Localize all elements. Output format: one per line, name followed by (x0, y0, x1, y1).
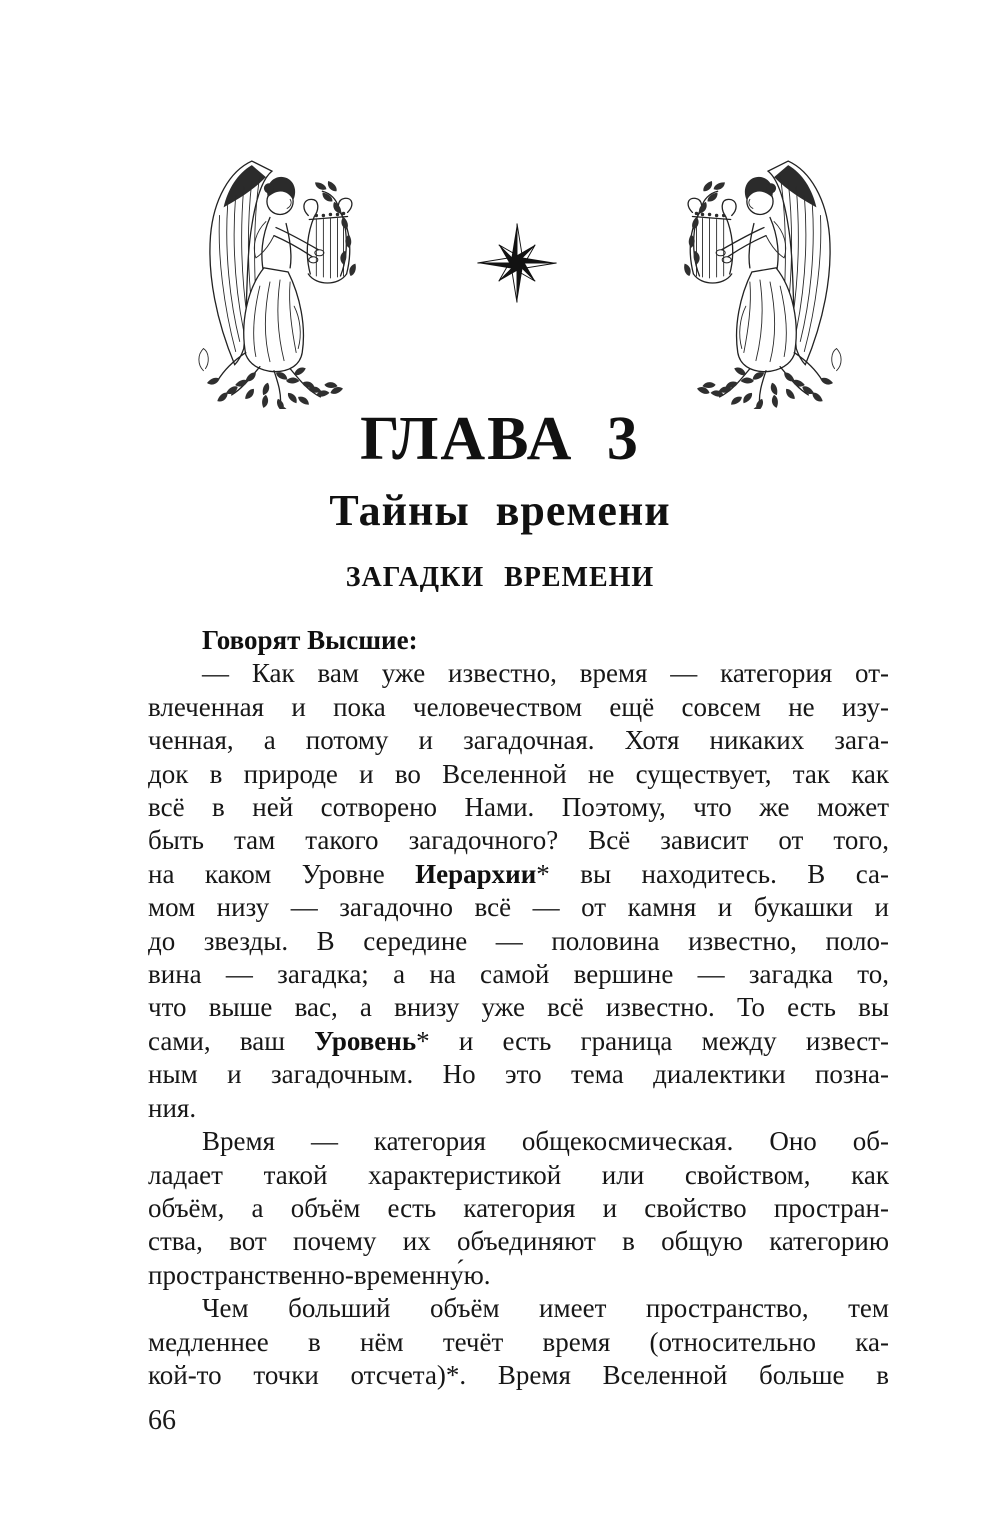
paragraph (148, 1125, 889, 1292)
text-line: — Как вам уже известно, время — категория от- (202, 658, 889, 689)
text-line: пространственно-временну́ю. (148, 1259, 491, 1290)
angel-lyre-engraving-left-icon (189, 155, 361, 409)
chapter-subtitle: Тайны времени (329, 486, 671, 535)
chapter-title: ГЛАВА 3 (360, 405, 640, 473)
text-line: ным и загадочным. Но это тема диалектики позна- (148, 1059, 889, 1090)
angel-lyre-engraving-right-icon (679, 155, 851, 409)
text-line: Говорят Высшие: (202, 625, 418, 655)
text-line: док в природе и во Вселенной не существует, так как (148, 758, 889, 789)
text-line: на каком Уровне Иерархии* вы находитесь. В са- (148, 858, 889, 889)
paragraph (148, 657, 889, 1125)
text-line: до звезды. В середине — половина известно, поло- (148, 925, 889, 956)
text-line: влеченная и пока человечеством ещё совсем не изу- (148, 691, 889, 722)
text-line: объём, а объём есть категория и свойство простран- (148, 1192, 889, 1223)
paragraph (148, 1292, 889, 1392)
text-line: ченная, а потому и загадочная. Хотя никаких зага- (148, 725, 889, 756)
text-line: сами, ваш Уровень* и есть граница между извест- (148, 1025, 889, 1056)
bold-term: Иерархии (415, 858, 537, 889)
text-line: медленнее в нём течёт время (относительно ка- (148, 1326, 889, 1357)
text-line: ладает такой характеристикой или свойством, как (148, 1159, 889, 1190)
text-line: вина — загадка; а на самой вершине — загадка то, (148, 959, 889, 990)
body-text (148, 624, 889, 1392)
text-line: ния. (148, 1092, 197, 1123)
text-line: кой-то точки отсчета)*. Время Вселенной больше в (148, 1359, 889, 1390)
text-line: быть там такого загадочного? Всё зависит от того, (148, 825, 889, 856)
text-line: ства, вот почему их объединяют в общую категорию (148, 1226, 889, 1257)
text-line: всё в ней сотворено Нами. Поэтому, что же может (148, 792, 889, 823)
paragraph (148, 624, 889, 657)
text-line: что выше вас, а внизу уже всё известно. То есть вы (148, 992, 889, 1023)
text-line: мом низу — загадочно всё — от камня и букашки и (148, 892, 889, 923)
bold-term: Уровень (314, 1025, 417, 1056)
compass-star-ornament-icon (474, 220, 560, 306)
text-line: Чем больший объём имеет пространство, тем (202, 1293, 889, 1324)
text-line: Время — категория общекосмическая. Оно об- (202, 1126, 889, 1157)
page-number: 66 (148, 1405, 176, 1436)
section-heading: ЗАГАДКИ ВРЕМЕНИ (345, 562, 655, 593)
